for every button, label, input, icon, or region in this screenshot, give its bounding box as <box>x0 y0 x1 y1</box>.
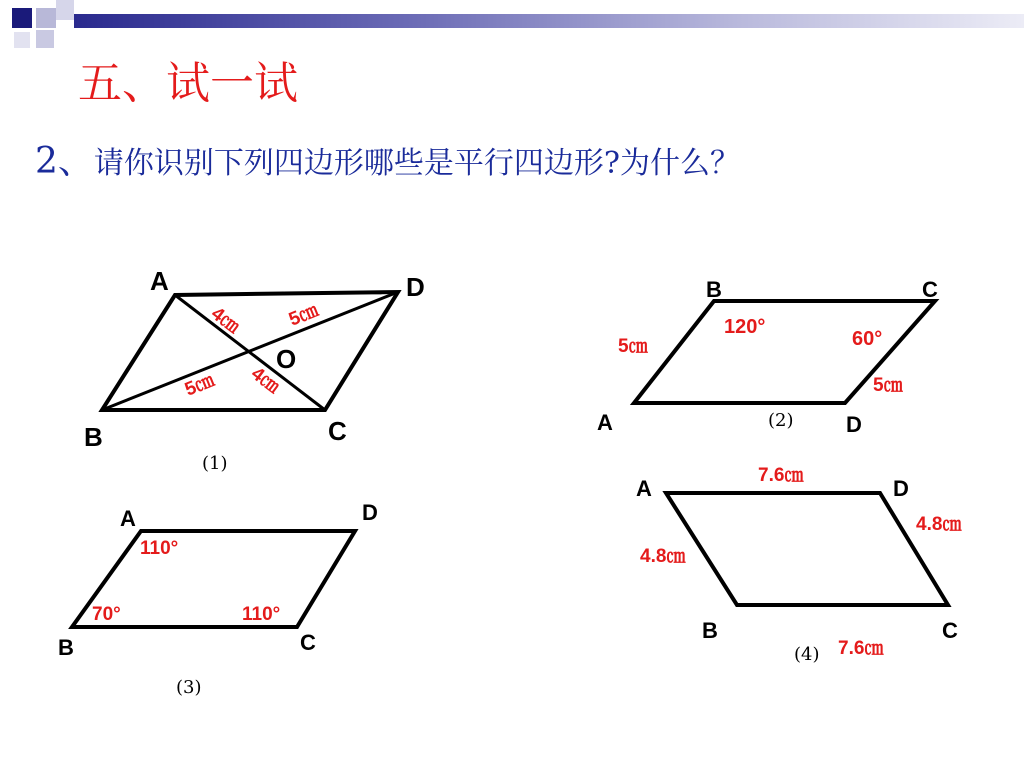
fig1-vertex-a: A <box>150 266 169 296</box>
fig3-caption: (3) <box>176 677 202 698</box>
fig4-quadrilateral <box>666 493 948 605</box>
figure-3 <box>58 500 378 698</box>
fig2-caption: (2) <box>768 410 794 431</box>
fig1-label-od: 5㎝ <box>286 300 322 331</box>
question-text: 请你识别下列四边形哪些是平行四边形?为什么？ <box>93 146 740 181</box>
fig2-angle-b: 120° <box>724 316 766 338</box>
fig4-side-ab: 4.8㎝ <box>640 546 686 567</box>
fig1-point-o: O <box>276 344 297 374</box>
figure-1 <box>84 266 425 474</box>
fig4-side-bc: 7.6㎝ <box>838 638 884 659</box>
fig2-vertex-a: A <box>597 410 613 435</box>
fig3-vertex-b: B <box>58 635 74 660</box>
fig4-vertex-b: B <box>702 618 718 643</box>
fig4-side-ad: 7.6㎝ <box>758 465 804 486</box>
fig3-angle-b: 70° <box>92 604 121 625</box>
fig4-vertex-d: D <box>893 476 909 501</box>
fig2-vertex-c: C <box>922 277 938 302</box>
fig4-caption: (4) <box>794 644 820 665</box>
fig1-vertex-b: B <box>84 422 103 452</box>
fig3-angle-a: 110° <box>140 538 179 559</box>
fig1-label-ao: 4㎝ <box>206 303 244 338</box>
slide-title: 五、试一试 <box>78 58 298 109</box>
fig2-side-ab: 5㎝ <box>618 336 648 357</box>
fig3-vertex-c: C <box>300 630 316 655</box>
fig1-label-oc: 4㎝ <box>246 363 284 398</box>
fig3-vertex-a: A <box>120 506 136 531</box>
fig1-diagonal-bd <box>102 292 398 410</box>
figure-2 <box>597 277 938 437</box>
fig1-vertex-c: C <box>328 416 347 446</box>
fig4-side-dc: 4.8㎝ <box>916 514 962 535</box>
fig4-vertex-a: A <box>636 476 652 501</box>
fig4-vertex-c: C <box>942 618 958 643</box>
fig1-caption: (1) <box>202 453 228 474</box>
fig3-vertex-d: D <box>362 500 378 525</box>
fig1-vertex-d: D <box>406 272 425 302</box>
fig2-vertex-b: B <box>706 277 722 302</box>
figure-4 <box>636 465 962 665</box>
fig3-angle-c: 110° <box>242 604 281 625</box>
fig2-vertex-d: D <box>846 412 862 437</box>
fig1-label-bo: 5㎝ <box>182 370 218 401</box>
fig2-side-cd: 5㎝ <box>873 375 903 396</box>
fig2-angle-c: 60° <box>852 328 883 350</box>
question-number: 2、 <box>35 141 94 182</box>
